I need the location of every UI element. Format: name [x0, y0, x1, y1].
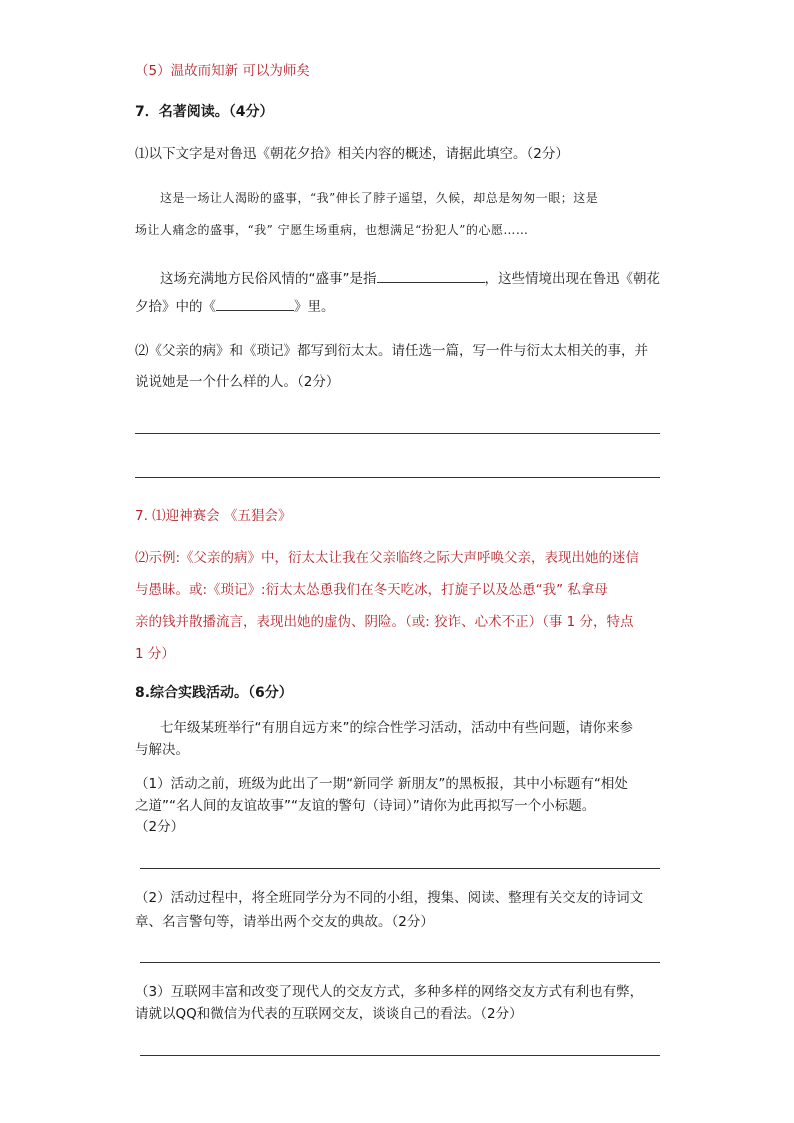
q8-s3-line2: 请就以QQ和微信为代表的互联网交友，谈谈自己的看法。（2分） — [135, 1006, 523, 1022]
answer-line[interactable] — [135, 433, 660, 434]
q8-s3-line1: （3）互联网丰富和改变了现代人的交友方式，多种多样的网络交友方式有利也有弊， — [135, 984, 644, 1000]
fill-text-d: 》里。 — [294, 299, 335, 315]
q8-s1-line2: 之道”“名人间的友谊故事”“友谊的警句（诗词）”请你为此再拟写一个小标题。 — [135, 798, 596, 814]
q8-intro-line2: 与解决。 — [135, 742, 189, 758]
q8-s1-line3: （2分） — [135, 819, 185, 835]
q7-title: 7．名著阅读。（4分） — [135, 104, 274, 120]
a7-line4: 亲的钱并散播流言，表现出她的虚伪、阴险。（或: 狡诈、心术不正）（事 1 分，特点 — [135, 614, 634, 630]
q7-part1-prompt: ⑴以下文字是对鲁迅《朝花夕拾》相关内容的概述，请据此填空。（2分） — [135, 146, 569, 162]
a7-line2: ⑵示例:《父亲的病》中，衍太太让我在父亲临终之际大声呼唤父亲，表现出她的迷信 — [135, 550, 640, 566]
q8-s2-line2: 章、名言警句等，请举出两个交友的典故。（2分） — [135, 914, 434, 930]
q8-intro-line1: 七年级某班举行“有朋自远方来”的综合性学习活动，活动中有些问题，请你来参 — [160, 720, 633, 736]
q8-s1-line1: （1）活动之前，班级为此出了一期“新同学 新朋友”的黑板报，其中小标题有“相处 — [135, 776, 628, 792]
q7-part2-line1: ⑵《父亲的病》和《琐记》都写到衍太太。请任选一篇，写一件与衍太太相关的事，并 — [135, 343, 648, 359]
fill-text-b: ，这些情境出现在鲁迅《朝花 — [484, 271, 660, 287]
answer-line[interactable] — [140, 1055, 660, 1056]
answer-line[interactable] — [140, 868, 660, 869]
q8-title: 8.综合实践活动。（6分） — [135, 685, 293, 701]
fill-text-c: 夕拾》中的《 — [135, 299, 216, 315]
q7-quote-line1: 这是一场让人渴盼的盛事，“我”伸长了脖子遥望，久候，却总是匆匆一眼；这是 — [160, 191, 599, 205]
a7-line5: 1 分） — [135, 646, 175, 662]
answer-line[interactable] — [135, 477, 660, 478]
a7-line3: 与愚昧。或:《琐记》:衍太太怂恿我们在冬天吃冰，打旋子以及怂恿“我” 私拿母 — [135, 582, 608, 598]
answer-line[interactable] — [140, 962, 660, 963]
q7-quote-line2: 场让人痛念的盛事，“我” 宁愿生场重病，也想满足“扮犯人”的心愿…… — [135, 223, 529, 237]
q7-fill-line2 — [135, 296, 335, 316]
fill-text-a: 这场充满地方民俗风情的“盛事”是指 — [160, 271, 377, 287]
fill-blank-2[interactable] — [216, 296, 294, 311]
q7-fill-line1 — [160, 268, 660, 288]
q8-s2-line1: （2）活动过程中，将全班同学分为不同的小组，搜集、阅读、整理有关交友的诗词文 — [135, 890, 644, 906]
fill-blank-1[interactable] — [377, 268, 485, 283]
a7-line1: 7. ⑴迎神赛会 《五猖会》 — [135, 508, 292, 524]
answer-5: （5）温故而知新 可以为师矣 — [135, 63, 310, 79]
q7-part2-line2: 说说她是一个什么样的人。（2分） — [135, 374, 340, 390]
